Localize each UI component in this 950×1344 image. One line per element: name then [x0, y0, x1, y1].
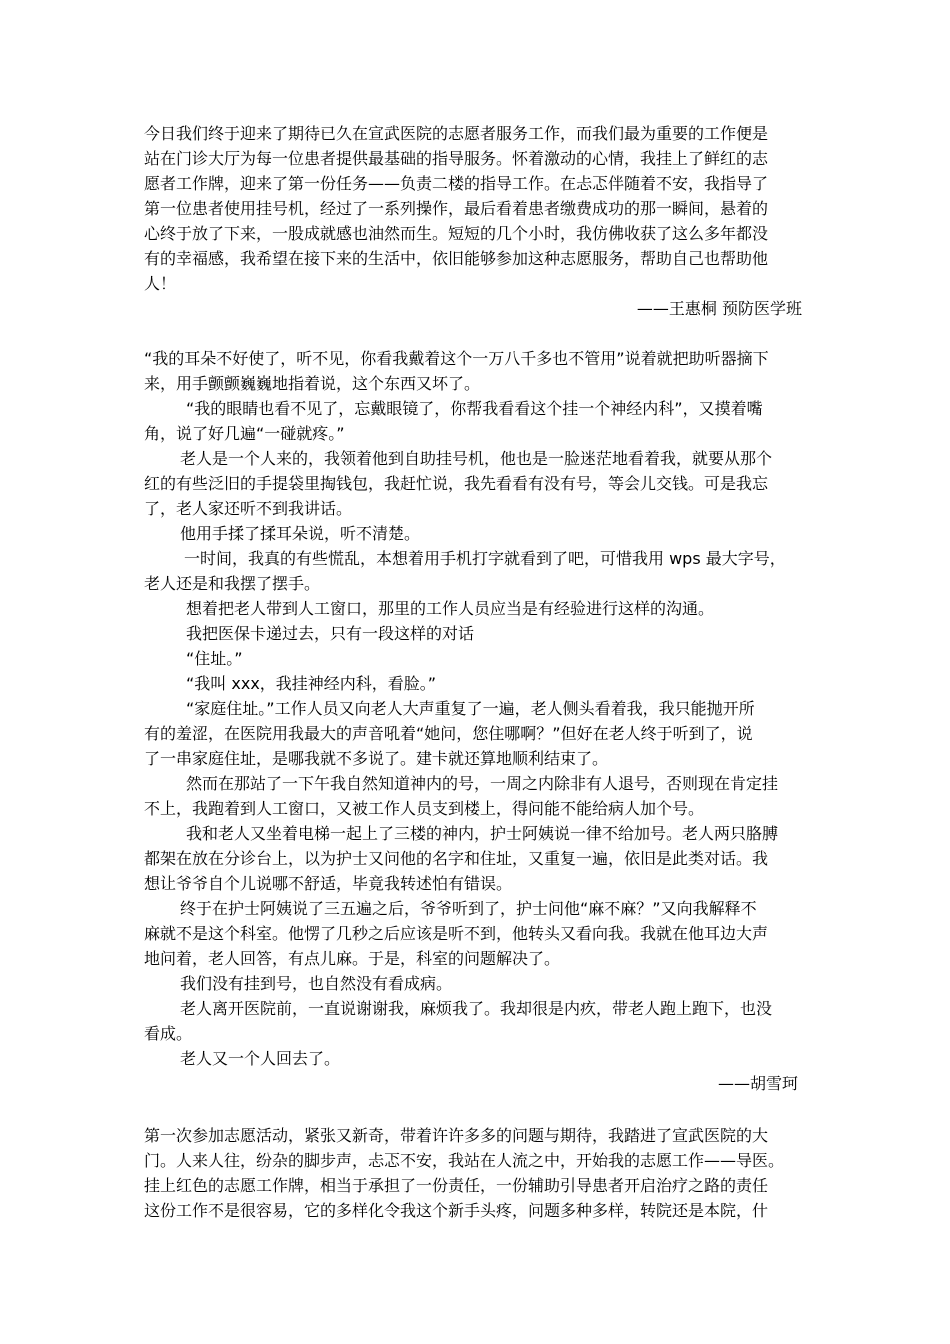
- essay-section-1: [144, 121, 816, 321]
- paragraph-line: 这份工作不是很容易，它的多样化令我这个新手头疼，问题多种多样，转院还是本院，什: [144, 1201, 769, 1220]
- paragraph-line: 了一串家庭住址，是哪我就不多说了。建卡就还算地顺利结束了。: [144, 749, 609, 768]
- essay-section-2: [144, 346, 816, 1096]
- paragraph-line: 老人是一个人来的，我领着他到自助挂号机，他也是一脸迷茫地看着我，就要从那个: [180, 449, 773, 468]
- author-signature: ——胡雪珂: [717, 1074, 798, 1093]
- paragraph-line: “我的耳朵不好使了，听不见，你看我戴着这个一万八千多也不管用”说着就把助听器摘下: [144, 349, 769, 368]
- essay-section-3: [144, 1123, 816, 1223]
- paragraph-line: “我的眼睛也看不见了，忘戴眼镜了，你帮我看看这个挂一个神经内科”，又摸着嘴: [186, 399, 763, 418]
- paragraph-line: 有的幸福感，我希望在接下来的生活中，依旧能够参加这种志愿服务，帮助自己也帮助他: [144, 249, 769, 268]
- paragraph-line: 了，老人家还听不到我讲话。: [144, 499, 353, 518]
- paragraph-line: 人！: [144, 274, 177, 293]
- paragraph-line: 我们没有挂到号，也自然没有看成病。: [180, 974, 453, 993]
- paragraph-line: 第一次参加志愿活动，紧张又新奇，带着许许多多的问题与期待，我踏进了宣武医院的大: [144, 1126, 769, 1145]
- paragraph-line: 来，用手颤颤巍巍地指着说，这个东西又坏了。: [144, 374, 481, 393]
- paragraph-line: 门。人来人往，纷杂的脚步声，忐忑不安，我站在人流之中，开始我的志愿工作——导医。: [144, 1151, 785, 1170]
- document-page: [144, 121, 816, 1223]
- paragraph-line: 红的有些泛旧的手提袋里掏钱包，我赶忙说，我先看看有没有号，等会儿交钱。可是我忘: [144, 474, 769, 493]
- paragraph-line: “我叫 xxx，我挂神经内科，看脸。”: [186, 674, 437, 693]
- paragraph-line: 地问着，老人回答，有点儿麻。于是，科室的问题解决了。: [144, 949, 561, 968]
- paragraph-line: 第一位患者使用挂号机，经过了一系列操作，最后看着患者缴费成功的那一瞬间，悬着的: [144, 199, 769, 218]
- paragraph-line: “家庭住址。”工作人员又向老人大声重复了一遍，老人侧头看着我，我只能抛开所: [186, 699, 755, 718]
- author-signature: ——王惠桐 预防医学班: [636, 299, 802, 318]
- paragraph-line: 看成。: [144, 1024, 193, 1043]
- paragraph-line: 想着把老人带到人工窗口，那里的工作人员应当是有经验进行这样的沟通。: [186, 599, 715, 618]
- paragraph-line: 他用手揉了揉耳朵说，听不清楚。: [180, 524, 421, 543]
- paragraph-line: 都架在放在分诊台上，以为护士又问他的名字和住址，又重复一遍，依旧是此类对话。我: [144, 849, 769, 868]
- section-spacer: [144, 321, 816, 346]
- paragraph-line: 老人又一个人回去了。: [180, 1049, 341, 1068]
- paragraph-line: 我和老人又坐着电梯一起上了三楼的神内，护士阿姨说一律不给加号。老人两只胳膊: [186, 824, 779, 843]
- paragraph-line: 挂上红色的志愿工作牌，相当于承担了一份责任，一份辅助引导患者开启治疗之路的责任: [144, 1176, 769, 1195]
- paragraph-line: 角，说了好几遍“一碰就疼。”: [144, 424, 345, 443]
- paragraph-line: “住址。”: [186, 649, 243, 668]
- section-spacer: [144, 1096, 816, 1123]
- paragraph-line: 站在门诊大厅为每一位患者提供最基础的指导服务。怀着激动的心情，我挂上了鲜红的志: [144, 149, 769, 168]
- paragraph-line: 今日我们终于迎来了期待已久在宣武医院的志愿者服务工作，而我们最为重要的工作便是: [144, 124, 769, 143]
- paragraph-line: 一时间，我真的有些慌乱，本想着用手机打字就看到了吧，可惜我用 wps 最大字号，: [184, 549, 786, 568]
- paragraph-line: 老人离开医院前，一直说谢谢我，麻烦我了。我却很是内疚，带老人跑上跑下，也没: [180, 999, 773, 1018]
- paragraph-line: 麻就不是这个科室。他愣了几秒之后应该是听不到，他转头又看向我。我就在他耳边大声: [144, 924, 769, 943]
- paragraph-line: 然而在那站了一下午我自然知道神内的号，一周之内除非有人退号，否则现在肯定挂: [186, 774, 779, 793]
- paragraph-line: 愿者工作牌，迎来了第一份任务——负责二楼的指导工作。在忐忑伴随着不安，我指导了: [144, 174, 769, 193]
- paragraph-line: 有的羞涩，在医院用我最大的声音吼着“她问，您住哪啊？”但好在老人终于听到了，说: [144, 724, 753, 743]
- paragraph-line: 老人还是和我摆了摆手。: [144, 574, 321, 593]
- paragraph-line: 想让爷爷自个儿说哪不舒适，毕竟我转述怕有错误。: [144, 874, 513, 893]
- paragraph-line: 我把医保卡递过去，只有一段这样的对话: [186, 624, 475, 643]
- paragraph-line: 心终于放了下来，一股成就感也油然而生。短短的几个小时，我仿佛收获了这么多年都没: [144, 224, 769, 243]
- paragraph-line: 不上，我跑着到人工窗口，又被工作人员支到楼上，得问能不能给病人加个号。: [144, 799, 705, 818]
- paragraph-line: 终于在护士阿姨说了三五遍之后，爷爷听到了，护士问他“麻不麻？”又向我解释不: [180, 899, 757, 918]
